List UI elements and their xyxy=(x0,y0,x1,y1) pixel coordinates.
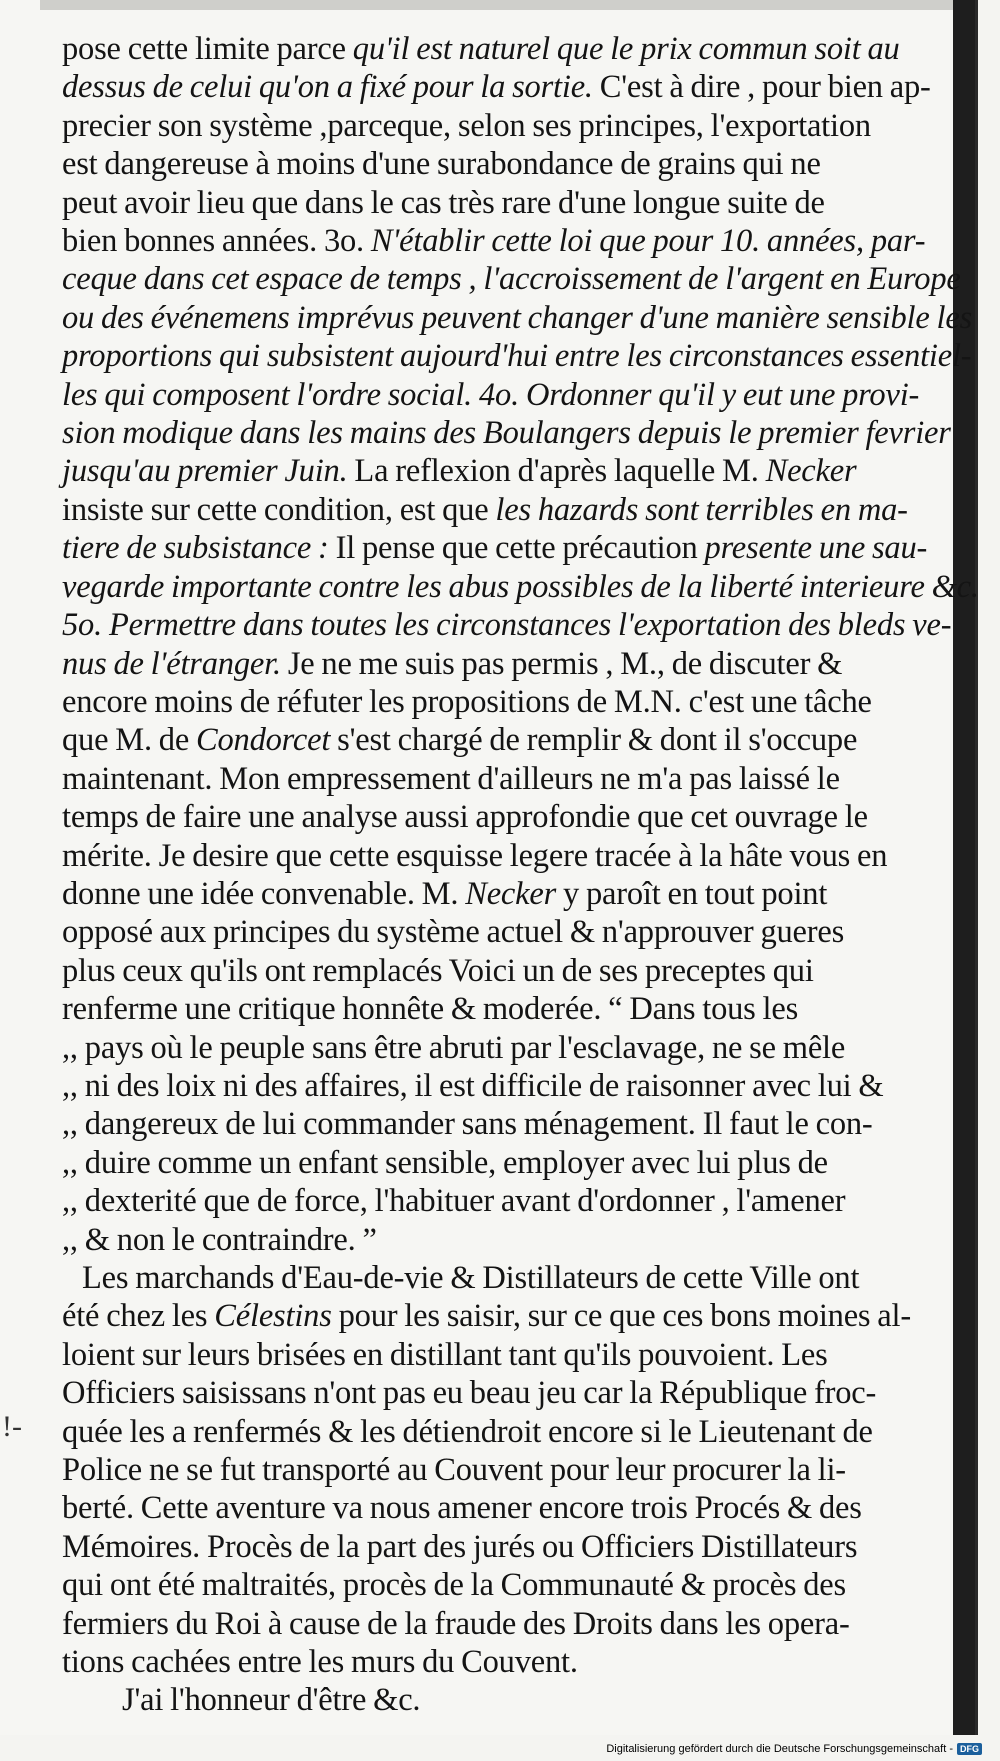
text-line xyxy=(62,1067,982,1105)
text-segment: tions cachées entre les murs du Couvent. xyxy=(62,1644,578,1681)
page-body-text xyxy=(62,30,982,1720)
text-segment: peut avoir lieu que dans le cas très rare d'une longue suite de xyxy=(62,184,825,221)
text-segment: loient sur leurs brisées en distillant tant qu'ils pouvoient. Les xyxy=(62,1336,828,1373)
italic-text: vegarde importante contre les abus possibles de la liberté interieure &c. xyxy=(62,568,979,605)
text-segment: plus ceux qu'ils ont remplacés Voici un de ses preceptes qui xyxy=(62,952,814,989)
text-segment: que M. de xyxy=(62,722,196,759)
text-segment: C'est à dire , pour bien ap- xyxy=(592,69,931,106)
text-line xyxy=(62,30,982,68)
italic-text: Célestins xyxy=(214,1298,332,1335)
footer-credit: Digitalisierung gefördert durch die Deutsche Forschungsgemeinschaft - xyxy=(606,1743,953,1755)
italic-text: dessus de celui qu'on a fixé pour la sortie. xyxy=(62,69,593,106)
text-segment: mérite. Je desire que cette esquisse legere tracée à la hâte vous en xyxy=(62,837,888,874)
text-line xyxy=(62,990,982,1028)
text-line xyxy=(62,222,982,260)
margin-mark: !- xyxy=(2,1410,22,1443)
text-segment: est dangereuse à moins d'une surabondance de grains qui ne xyxy=(62,146,821,183)
text-segment: bien bonnes années. 3o. xyxy=(62,223,371,260)
text-line xyxy=(62,645,982,683)
text-line xyxy=(62,1105,982,1143)
text-segment: été chez les xyxy=(62,1298,215,1335)
text-segment: encore moins de réfuter les propositions de M.N. c'est une tâche xyxy=(62,683,872,720)
italic-text: Condorcet xyxy=(196,722,331,759)
italic-text: 5o. Permettre dans toutes les circonstances l'exportation des bleds ve- xyxy=(62,607,952,644)
text-line xyxy=(62,107,982,145)
text-segment: ,, duire comme un enfant sensible, employer avec lui plus de xyxy=(62,1144,828,1181)
text-segment: ,, pays où le peuple sans être abruti par l'esclavage, ne se mêle xyxy=(62,1029,846,1066)
text-segment: renferme une critique honnête & moderée. “ Dans tous les xyxy=(62,991,799,1028)
text-segment: donne une idée convenable. M. xyxy=(62,875,466,912)
text-line xyxy=(62,1144,982,1182)
italic-text: les qui composent l'ordre social. 4o. Ordonner qu'il y eut une provi- xyxy=(62,376,920,413)
text-segment: Officiers saisissans n'ont pas eu beau jeu car la République froc- xyxy=(62,1375,877,1412)
italic-text: proportions qui subsistent aujourd'hui entre les circonstances essentiel- xyxy=(62,338,972,375)
text-segment: Il pense que cette précaution xyxy=(328,530,705,567)
text-line xyxy=(62,760,982,798)
italic-text: tiere de subsistance : xyxy=(62,530,329,567)
text-segment: s'est chargé de remplir & dont il s'occupe xyxy=(330,722,858,759)
italic-text: ou des événemens imprévus peuvent changer d'une manière sensible les xyxy=(62,299,973,336)
text-line xyxy=(62,376,982,414)
text-line xyxy=(62,68,982,106)
text-segment: J'ai l'honneur d'être &c. xyxy=(122,1682,421,1719)
italic-text: les hazards sont terribles en ma- xyxy=(495,491,908,528)
text-segment: quée les a renfermés & les détiendroit encore si le Lieutenant de xyxy=(62,1413,873,1450)
text-segment: La reflexion d'après laquelle M. xyxy=(347,453,766,490)
text-line xyxy=(62,529,982,567)
text-line xyxy=(62,1221,982,1259)
text-line xyxy=(62,1336,982,1374)
text-segment: pose cette limite parce xyxy=(62,31,353,67)
text-segment: pour les saisir, sur ce que ces bons moines al- xyxy=(331,1298,911,1335)
text-segment: Mémoires. Procès de la part des jurés ou Officiers Distillateurs xyxy=(62,1528,858,1565)
dfg-logo: DFG xyxy=(957,1743,982,1755)
text-line xyxy=(62,1259,982,1297)
text-line xyxy=(62,1643,982,1681)
text-line xyxy=(62,299,982,337)
text-line xyxy=(62,837,982,875)
text-line xyxy=(62,1451,982,1489)
text-line xyxy=(62,1182,982,1220)
text-line xyxy=(62,1681,982,1719)
text-line xyxy=(62,337,982,375)
text-line xyxy=(62,1413,982,1451)
italic-text: Necker xyxy=(465,875,557,912)
italic-text: N'établir cette loi que pour 10. années, par- xyxy=(370,223,926,260)
italic-text: qu'il est naturel que le prix commun soit au xyxy=(352,31,900,67)
text-line xyxy=(62,913,982,951)
text-segment: y paroît en tout point xyxy=(556,875,828,912)
text-line xyxy=(62,683,982,721)
text-segment: maintenant. Mon empressement d'ailleurs ne m'a pas laissé le xyxy=(62,760,840,797)
italic-text: sion modique dans les mains des Boulangers depuis le premier fevrier xyxy=(62,415,951,452)
text-segment: ,, ni des loix ni des affaires, il est difficile de raisonner avec lui & xyxy=(62,1067,884,1104)
text-line xyxy=(62,1605,982,1643)
text-line xyxy=(62,414,982,452)
text-segment: Je ne me suis pas permis , M., de discuter & xyxy=(280,645,843,682)
text-line xyxy=(62,452,982,490)
text-segment: qui ont été maltraités, procès de la Communauté & procès des xyxy=(62,1567,846,1604)
text-line xyxy=(62,184,982,222)
italic-text: nus de l'étranger. xyxy=(62,645,281,682)
text-segment: Les marchands d'Eau-de-vie & Distillateurs de cette Ville ont xyxy=(82,1260,860,1296)
italic-text: ceque dans cet espace de temps , l'accroissement de l'argent en Europe xyxy=(62,261,961,298)
italic-text: presente une sau- xyxy=(704,530,928,567)
text-segment: ,, dexterité que de force, l'habituer avant d'ordonner , l'amener xyxy=(62,1183,846,1220)
text-segment: Police ne se fut transporté au Couvent pour leur procurer la li- xyxy=(62,1452,846,1489)
text-line xyxy=(62,606,982,644)
text-segment: ,, & non le contraindre. ” xyxy=(62,1221,377,1258)
text-line xyxy=(62,721,982,759)
text-line xyxy=(62,1489,982,1527)
text-line xyxy=(62,1374,982,1412)
italic-text: jusqu'au premier Juin. xyxy=(62,453,348,490)
text-line xyxy=(62,952,982,990)
text-line xyxy=(62,145,982,183)
text-segment: precier son système ,parceque, selon ses principes, l'exportation xyxy=(62,107,871,144)
text-line xyxy=(62,260,982,298)
text-line xyxy=(62,1528,982,1566)
text-line xyxy=(62,1029,982,1067)
italic-text: Necker xyxy=(765,453,857,490)
text-segment: temps de faire une analyse aussi approfondie que cet ouvrage le xyxy=(62,799,868,836)
text-line xyxy=(62,1297,982,1335)
text-line xyxy=(62,798,982,836)
text-line xyxy=(62,568,982,606)
text-segment: opposé aux principes du système actuel & n'approuver gueres xyxy=(62,914,845,951)
text-segment: ,, dangereux de lui commander sans ménagement. Il faut le con- xyxy=(62,1106,873,1143)
text-line xyxy=(62,1566,982,1604)
page-top-edge xyxy=(40,0,975,10)
text-segment: fermiers du Roi à cause de la fraude des Droits dans les opera- xyxy=(62,1605,850,1642)
text-segment: berté. Cette aventure va nous amener encore trois Procés & des xyxy=(62,1490,862,1527)
text-line xyxy=(62,875,982,913)
digitization-footer xyxy=(606,1743,982,1755)
text-line xyxy=(62,491,982,529)
text-segment: insiste sur cette condition, est que xyxy=(62,491,496,528)
